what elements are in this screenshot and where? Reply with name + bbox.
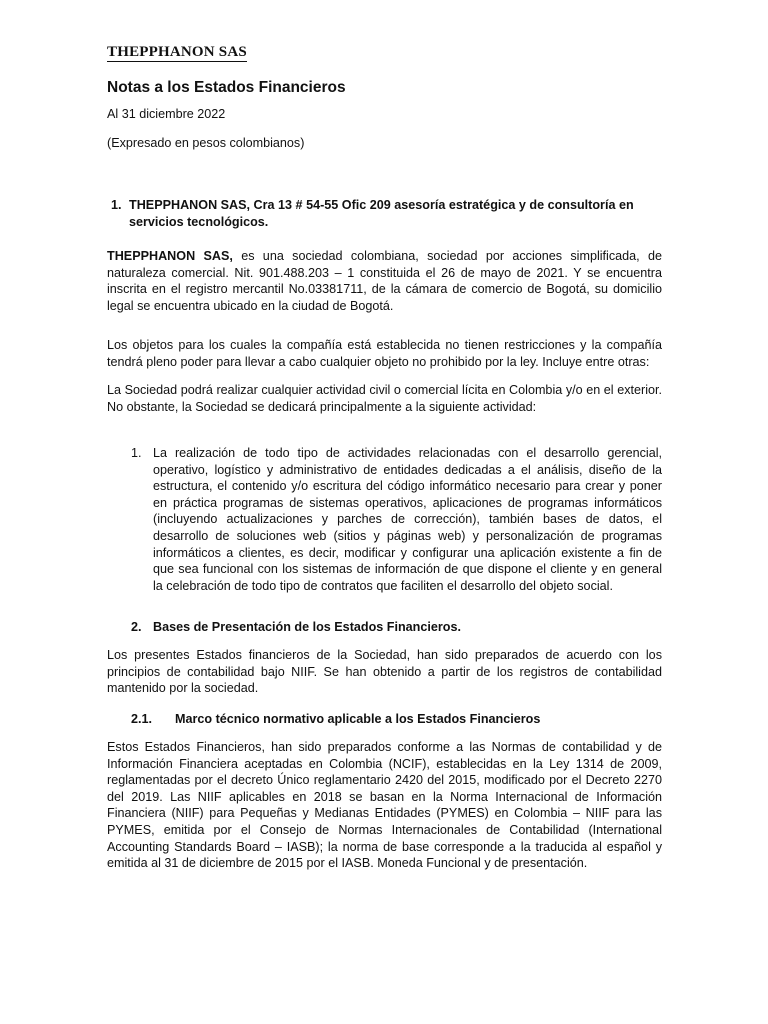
activity-item-number: 1. [131,446,142,460]
document-title: Notas a los Estados Financieros [107,79,346,96]
company-objects-paragraph: Los objetos para los cuales la compañía está establecida no tienen restricciones y la compañía tendrá pleno poder para llevar a cabo cualquier objeto no prohibido por la ley. Incluye entre otras: [107,338,662,369]
section-1-heading: THEPPHANON SAS, Cra 13 # 54-55 Ofic 209 asesoría estratégica y de consultoría en servicios tecnológicos. [129,198,634,229]
company-activity-paragraph: La Sociedad podrá realizar cualquier actividad civil o comercial lícita en Colombia y/o en el exterior. No obstante, la Sociedad se dedicará principalmente a la siguiente actividad: [107,383,662,414]
section-1-number: 1. [111,198,122,212]
company-description-paragraph [107,248,662,314]
company-description-lead: THEPPHANON SAS, [107,249,233,263]
section-2-1-number: 2.1. [131,712,153,726]
section-2-1-heading: Marco técnico normativo aplicable a los Estados Financieros [175,712,541,726]
document-date: Al 31 diciembre 2022 [107,107,226,121]
section-2-paragraph: Los presentes Estados financieros de la Sociedad, han sido preparados de acuerdo con los principios de contabilidad bajo NIIF. Se han obtenido a partir de los registros de contabilidad mantenido por la sociedad. [107,648,662,696]
activity-item-text: La realización de todo tipo de actividades relacionadas con el desarrollo gerencial, operativo, logístico y administrativo de entidades dedicadas a el análisis, diseño de la estructura, el contenido y/o escritura del código informático necesario para crear y poner en práctica programas de sistemas operativos, aplicaciones de programas informáticos (incluyendo actualizaciones y parches de corrección), también bases de datos, el desarrollo de soluciones web (sitios y páginas web) y personalización de programas informáticos a clientes, es decir, modificar y configurar una aplicación existente a fin de que sea funcional con los sistemas de información de que dispone el cliente y en general la celebración de todo tipo de contratos que faciliten el desarrollo del objeto social. [153,446,662,593]
section-2-heading: Bases de Presentación de los Estados Financieros. [153,620,461,634]
company-description-text: es una sociedad colombiana, sociedad por acciones simplificada, de naturaleza comercial. Nit. 901.488.203 – 1 constituida el 26 de mayo de 2021. Y se encuentra inscrita en el registro mercantil No.03381711, de la cámara de comercio de Bogotá, su domicilio legal se encuentra ubicado en la ciudad de Bogotá. [107,249,662,313]
currency-note: (Expresado en pesos colombianos) [107,136,305,150]
section-2-1-paragraph: Estos Estados Financieros, han sido preparados conforme a las Normas de contabilidad y de Información Financiera aceptadas en Colombia (NCIF), establecidas en la Ley 1314 de 2009, reglamentadas por el decreto Único reglamentario 2420 del 2015, modificado por el Decreto 2270 del 2019. Las NIIF aplicables en 2018 se basan en la Norma Internacional de Información Financiera (NIIF) para Pequeñas y Medianas Entidades (PYMES) en Colombia – NIIF para las PYMES, emitida por el Consejo de Normas Internacionales de Contabilidad (International Accounting Standards Board – IASB); la norma de base corresponde a la traducida al español y emitida al 31 de diciembre de 2015 por el IASB. Moneda Funcional y de presentación. [107,740,662,871]
section-2-number: 2. [131,620,142,634]
company-name: THEPPHANON SAS [107,44,247,60]
